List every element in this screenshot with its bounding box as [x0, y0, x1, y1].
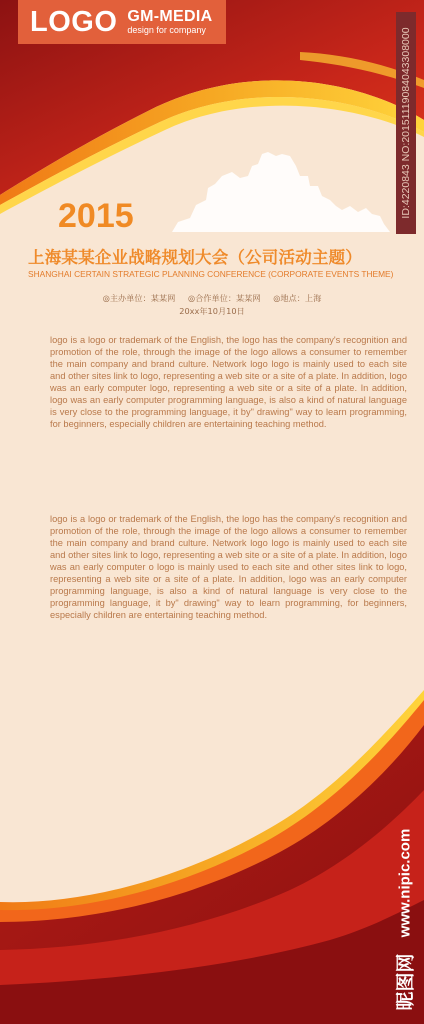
logo-tagline: design for company — [127, 25, 206, 35]
event-title-cn: 上海某某企业战略规划大会（公司活动主题） — [28, 248, 362, 267]
event-date: 20xx年10月10日 — [179, 306, 245, 316]
event-info — [0, 292, 424, 318]
watermark-id-text: ID:4220843 NO:20151119084043308000 — [400, 27, 412, 219]
event-info-line — [0, 292, 424, 305]
logo-company-name: GM-MEDIA — [127, 8, 213, 25]
event-location: ◎地点：上海 — [273, 293, 322, 303]
body-paragraph-2: logo is a logo or trademark of the English, the logo has the company's recognition and promotion of the role, through the image of the logo allows a consumer to remember the main company and brand culture. Network logo logo is mainly used to each site and other sites link to logo, representing a web site or a site of a plate. In addition, logo was an early computer o logo is mainly used to each site and other sites link to logo, representing a web site or a site of a plate. In addition, logo was an early computer programming language, is also a kind of natural language is very close to the programming language, it by" drawing" way to learn programming, for beginners, especially children are entertaining teaching method. — [50, 514, 407, 620]
event-co-host: ◎合作单位：某某网 — [187, 293, 261, 303]
event-title-en: SHANGHAI CERTAIN STRATEGIC PLANNING CONFERENCE (CORPORATE EVENTS THEME) — [28, 269, 394, 279]
logo-subtext — [127, 8, 212, 36]
bottom-swoosh-decoration — [0, 690, 424, 1024]
event-host: ◎主办单位：某某网 — [102, 293, 176, 303]
logo-block — [18, 0, 226, 44]
body-paragraph-1: logo is a logo or trademark of the English, the logo has the company's recognition and promotion of the role, through the image of the logo allows a consumer to remember the main company and brand culture. Network logo logo is mainly used to each site and other sites link to logo, representing a web site or a site of a plate. In addition, logo was an early computer logo, representing a web site or a site of a plate. In addition, logo was an early computer programming language, is also a kind of natural language is very close to the programming language, it by" drawing" way to learn programming, for beginners, especially children are entertaining teaching method. — [50, 335, 407, 429]
logo-word: LOGO — [30, 5, 118, 38]
city-skyline-graphic — [172, 152, 390, 232]
event-year: 2015 — [58, 197, 134, 235]
watermark-url: www.nipic.com — [396, 828, 414, 938]
watermark-brand: 昵图网 — [394, 953, 417, 1011]
